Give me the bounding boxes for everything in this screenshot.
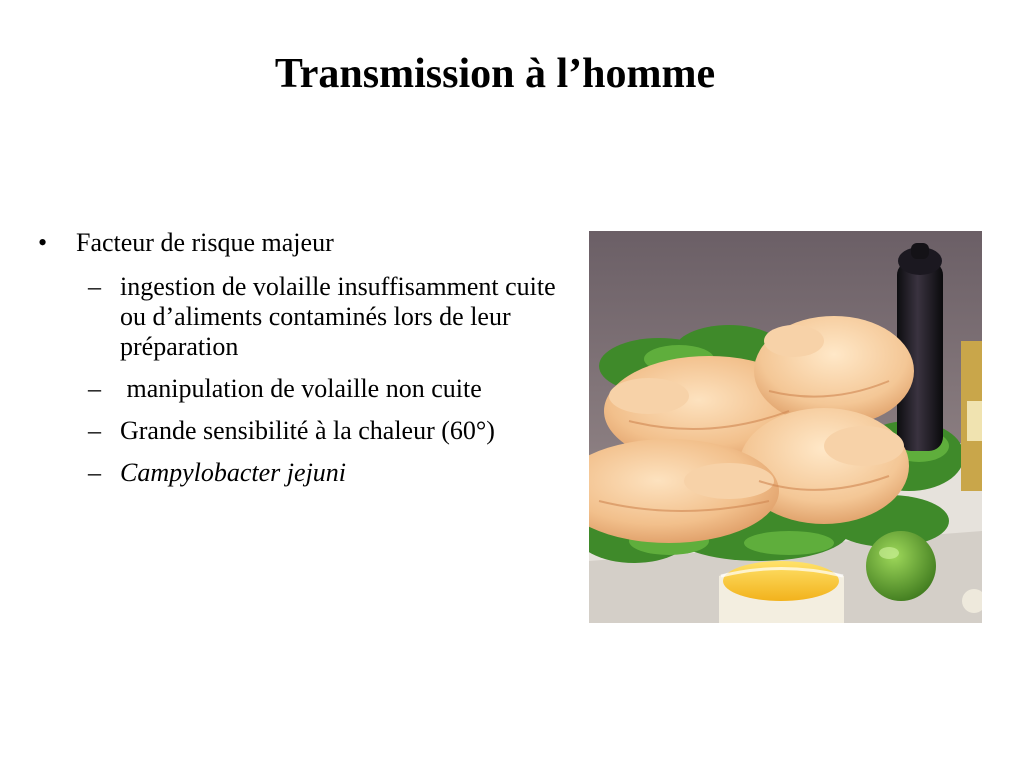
sub-item-text: ingestion de volaille insuffisamment cuite ou d’aliments contaminés lors de leur préparation	[120, 272, 556, 361]
dash-marker: –	[88, 374, 101, 403]
sub-item-ingestion	[38, 272, 558, 362]
raw-chickens-photo	[589, 231, 982, 623]
bullet-text: Facteur de risque majeur	[76, 228, 334, 257]
slide-title: Transmission à l’homme	[274, 51, 716, 97]
dash-marker: –	[88, 458, 101, 487]
sub-item-manipulation	[38, 374, 558, 404]
bullet-item	[38, 228, 558, 258]
dash-marker: –	[88, 272, 101, 301]
sub-item-species	[38, 458, 558, 488]
bullet-marker: •	[38, 228, 48, 257]
sub-item-text: Campylobacter jejuni	[120, 458, 347, 487]
sub-item-heat-sensitivity	[38, 416, 558, 446]
sub-item-text: manipulation de volaille non cuite	[120, 374, 482, 403]
dash-marker: –	[88, 416, 101, 445]
bullet-list	[38, 228, 558, 500]
sub-item-text: Grande sensibilité à la chaleur (60°)	[120, 416, 495, 445]
